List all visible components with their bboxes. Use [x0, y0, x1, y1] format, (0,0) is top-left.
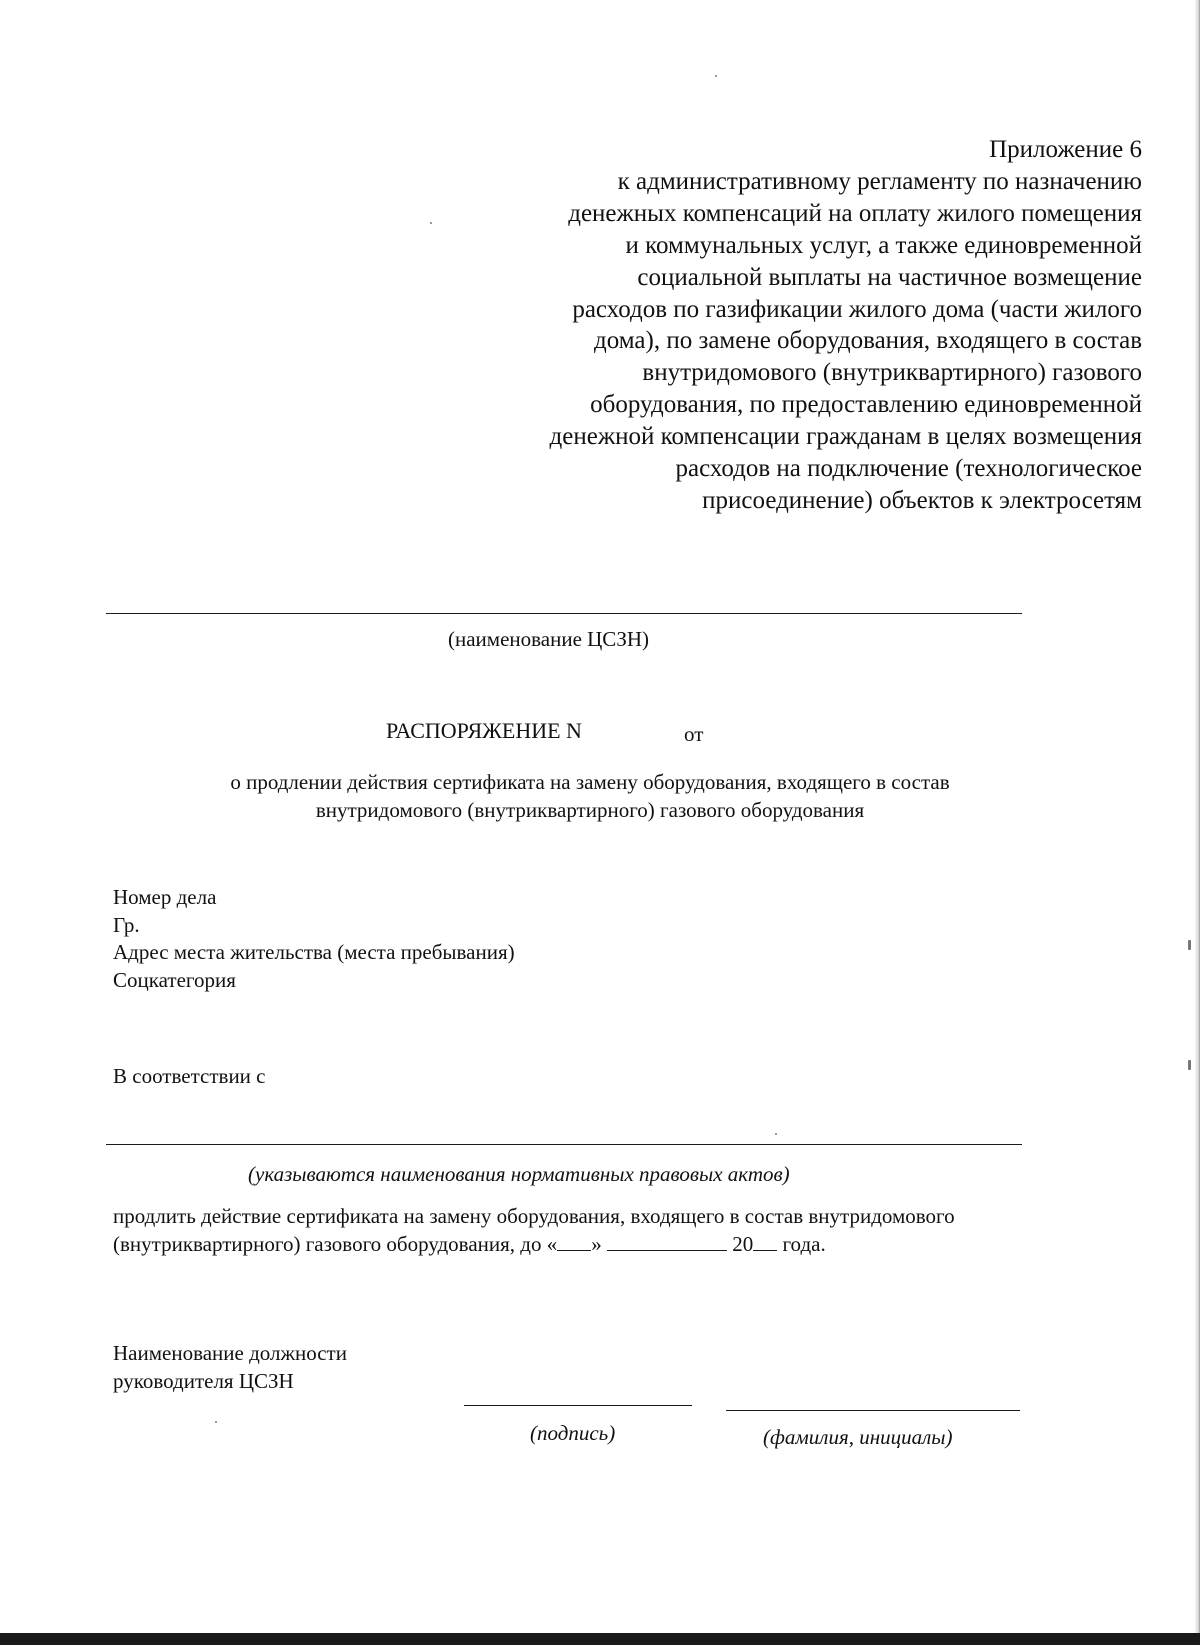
- case-fields: [113, 884, 515, 994]
- citizen-label: Гр.: [113, 912, 140, 937]
- social-category-label: Соцкатегория: [113, 967, 236, 992]
- appendix-line: оборудования, по предоставлению единовременной: [590, 391, 1142, 419]
- organization-caption: (наименование ЦСЗН): [448, 627, 649, 651]
- appendix-line: Приложение 6: [989, 136, 1142, 163]
- scan-speck: [715, 75, 717, 77]
- appendix-line: и коммунальных услуг, а также единовременной: [625, 231, 1142, 259]
- order-subject: [0, 768, 1200, 824]
- signature-caption: (подпись): [530, 1421, 616, 1445]
- scan-speck: [1188, 940, 1191, 950]
- year-suffix: года.: [782, 1232, 826, 1256]
- appendix-header: [422, 134, 1142, 517]
- decision-line-1: продлить действие сертификата на замену оборудования, входящего в состав внутридомового: [113, 1204, 955, 1228]
- name-initials-field[interactable]: [726, 1410, 1020, 1411]
- appendix-line: социальной выплаты на частичное возмещение: [637, 263, 1142, 291]
- case-number-label: Номер дела: [113, 885, 217, 909]
- legal-acts-caption: (указываются наименования нормативных правовых актов): [248, 1162, 790, 1186]
- head-position: [113, 1340, 347, 1395]
- scan-speck: [215, 1421, 217, 1423]
- order-title: РАСПОРЯЖЕНИЕ N: [386, 718, 582, 743]
- year-field[interactable]: [753, 1232, 777, 1251]
- scan-speck: [1188, 1060, 1191, 1070]
- day-field[interactable]: [557, 1232, 591, 1251]
- appendix-line: внутридомового (внутриквартирного) газового: [642, 359, 1142, 387]
- appendix-line: денежных компенсаций на оплату жилого помещения: [568, 199, 1142, 227]
- month-field[interactable]: [607, 1232, 727, 1251]
- address-label: Адрес места жительства (места пребывания): [113, 940, 515, 964]
- decision-line-2: [113, 1230, 955, 1258]
- appendix-line: присоединение) объектов к электросетям: [702, 486, 1142, 514]
- name-initials-caption: (фамилия, инициалы): [763, 1425, 953, 1449]
- appendix-line: расходов по газификации жилого дома (части жилого: [572, 295, 1142, 323]
- scan-edge-bottom: [0, 1633, 1200, 1645]
- scan-speck: [775, 1133, 777, 1135]
- signature-field[interactable]: [464, 1405, 692, 1406]
- basis-label: В соответствии с: [113, 1064, 266, 1088]
- subject-line: о продлении действия сертификата на замену оборудования, входящего в состав: [230, 770, 950, 794]
- decision-line-2-text: (внутриквартирного) газового оборудования, до «: [113, 1232, 558, 1256]
- order-date-label: от: [684, 722, 704, 746]
- head-position-line: руководителя ЦСЗН: [113, 1368, 294, 1393]
- decision-text: [113, 1202, 955, 1258]
- quote-close: »: [591, 1232, 602, 1256]
- appendix-line: дома), по замене оборудования, входящего в состав: [594, 327, 1142, 355]
- head-position-line: Наименование должности: [113, 1341, 347, 1365]
- year-prefix: 20: [732, 1232, 754, 1256]
- appendix-line: расходов на подключение (технологическое: [675, 455, 1142, 483]
- appendix-line: к административному регламенту по назначению: [617, 167, 1142, 195]
- subject-line: внутридомового (внутриквартирного) газового оборудования: [315, 798, 865, 822]
- order-number-field[interactable]: [620, 718, 684, 744]
- legal-acts-field[interactable]: [106, 1144, 1022, 1145]
- organization-name-field[interactable]: [106, 613, 1022, 614]
- appendix-line: денежной компенсации гражданам в целях возмещения: [549, 423, 1142, 451]
